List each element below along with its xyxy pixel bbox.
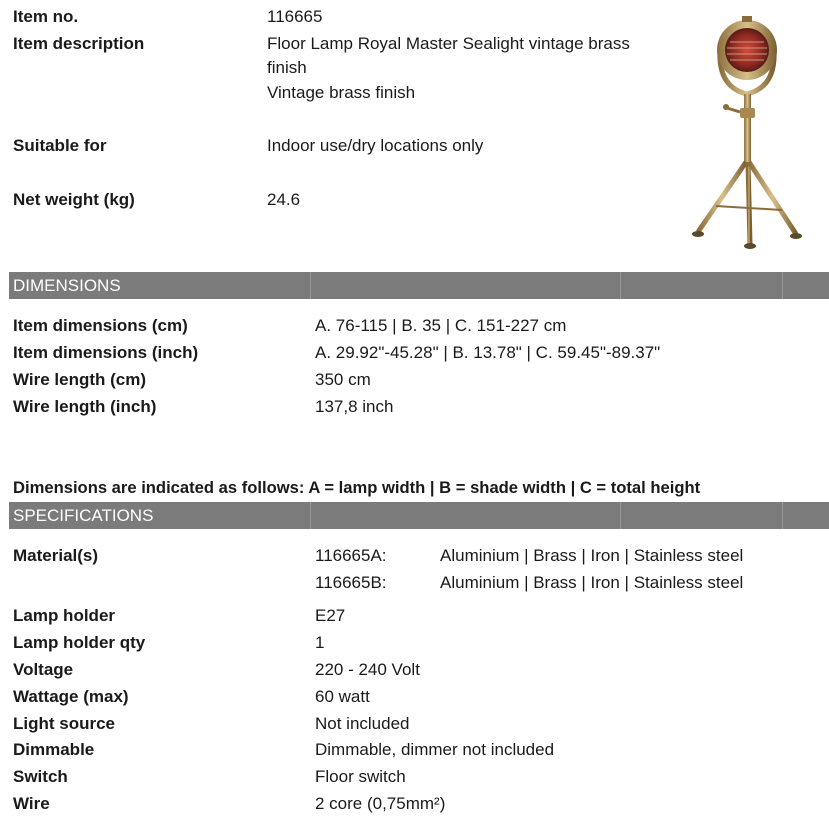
wire-label: Wire — [13, 794, 50, 813]
dimensions-section-header — [9, 272, 829, 299]
voltage-label: Voltage — [13, 660, 74, 679]
suitable-for-label: Suitable for — [13, 136, 107, 155]
lamp-holder-qty-value: 1 — [315, 633, 325, 652]
materials-label: Material(s) — [13, 546, 99, 565]
item-no-value: 116665 — [267, 7, 323, 26]
material-value-a: Aluminium | Brass | Iron | Stainless steel — [440, 546, 744, 565]
wire-length-cm-label: Wire length (cm) — [13, 370, 147, 389]
light-source-label: Light source — [13, 714, 116, 733]
suitable-for-value: Indoor use/dry locations only — [267, 136, 484, 155]
header-divider — [620, 502, 621, 529]
dimmable-label: Dimmable — [13, 740, 95, 759]
material-value-b: Aluminium | Brass | Iron | Stainless steel — [440, 573, 744, 592]
switch-label: Switch — [13, 767, 68, 786]
voltage-value: 220 - 240 Volt — [315, 660, 420, 679]
item-dimensions-cm-value: A. 76-115 | B. 35 | C. 151-227 cm — [315, 316, 567, 335]
header-divider — [310, 272, 311, 299]
item-description-line-2: finish — [267, 58, 307, 77]
header-divider — [782, 272, 783, 299]
wire-length-cm-value: 350 cm — [315, 370, 371, 389]
item-no-label: Item no. — [13, 7, 79, 26]
lamp-holder-value: E27 — [315, 606, 346, 625]
item-dimensions-inch-label: Item dimensions (inch) — [13, 343, 199, 362]
net-weight-value: 24.6 — [267, 190, 301, 209]
item-description-label: Item description — [13, 34, 145, 53]
wire-length-inch-value: 137,8 inch — [315, 397, 394, 416]
dimensions-header-label: DIMENSIONS — [13, 276, 121, 295]
material-code-a: 116665A: — [315, 546, 387, 565]
header-divider — [310, 502, 311, 529]
wire-value: 2 core (0,75mm²) — [315, 794, 446, 813]
specifications-header-label: SPECIFICATIONS — [13, 506, 154, 525]
dimmable-value: Dimmable, dimmer not included — [315, 740, 555, 759]
switch-value: Floor switch — [315, 767, 406, 786]
item-dimensions-inch-value: A. 29.92"-45.28" | B. 13.78" | C. 59.45"-89.37" — [315, 343, 661, 362]
lamp-holder-qty-label: Lamp holder qty — [13, 633, 146, 652]
header-divider — [620, 272, 621, 299]
dimensions-note: Dimensions are indicated as follows: A = lamp width | B = shade width | C = total height — [13, 478, 701, 497]
item-description-line-3: Vintage brass finish — [267, 83, 416, 102]
item-dimensions-cm-label: Item dimensions (cm) — [13, 316, 188, 335]
product-image-lamp — [672, 12, 822, 262]
wattage-value: 60 watt — [315, 687, 370, 706]
wattage-label: Wattage (max) — [13, 687, 129, 706]
header-divider — [782, 502, 783, 529]
item-description-line-1: Floor Lamp Royal Master Sealight vintage brass — [267, 34, 630, 53]
lamp-holder-label: Lamp holder — [13, 606, 116, 625]
specifications-section-header — [9, 502, 829, 529]
net-weight-label: Net weight (kg) — [13, 190, 135, 209]
light-source-value: Not included — [315, 714, 410, 733]
material-code-b: 116665B: — [315, 573, 387, 592]
wire-length-inch-label: Wire length (inch) — [13, 397, 157, 416]
